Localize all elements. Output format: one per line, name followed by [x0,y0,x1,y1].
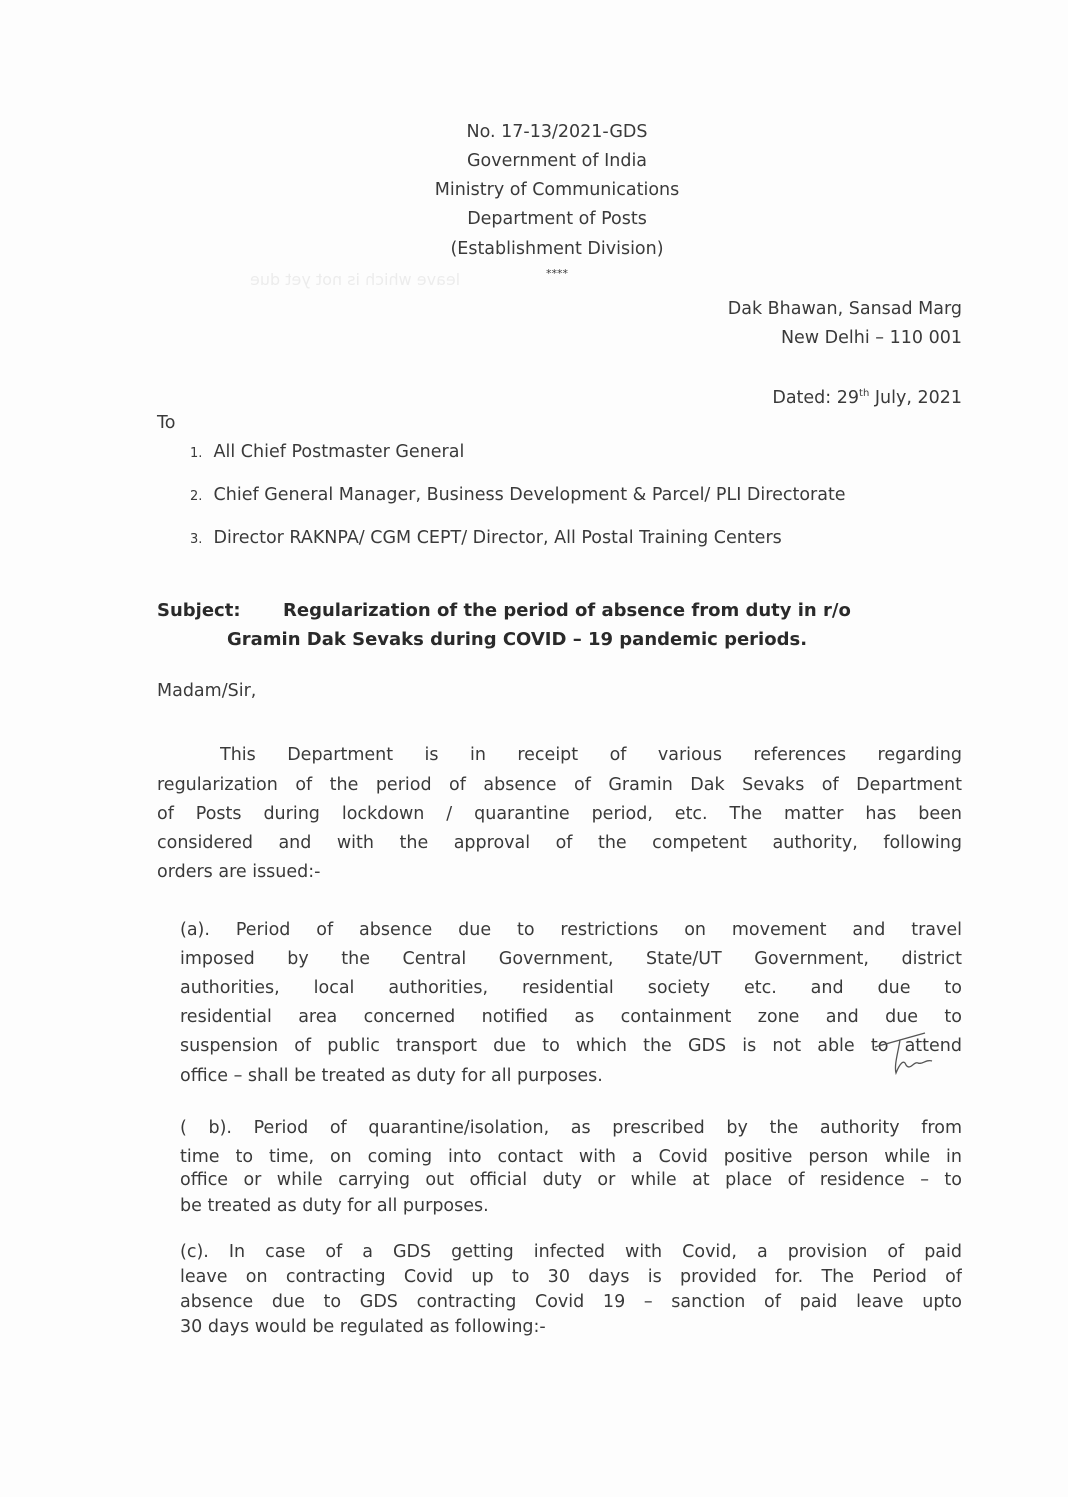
paragraph-line: considered and with the approval of the competent authority, following [157,833,962,853]
recipient-3 [190,527,782,551]
subject-line-2: Gramin Dak Sevaks during COVID – 19 pandemic periods. [227,629,808,650]
header-line-government: Government of India [466,151,648,171]
address-line-2: New Delhi – 110 001 [780,328,962,348]
paragraph-line: be treated as duty for all purposes. [180,1196,489,1216]
address-line-1: Dak Bhawan, Sansad Marg [727,299,962,319]
paragraph-line: authorities, local authorities, residential society etc. and due to [180,978,962,998]
recipient-1 [190,441,464,465]
paragraph-line: (c). In case of a GDS getting infected with Covid, a provision of paid [180,1242,962,1262]
recipient-text: All Chief Postmaster General [213,442,465,462]
recipient-number: 1. [190,446,203,461]
paragraph-line: regularization of the period of absence of Gramin Dak Sevaks of Department [157,775,962,795]
signature [870,1025,960,1085]
paragraph-line: orders are issued:- [157,862,321,882]
paragraph-line: office or while carrying out official duty or while at place of residence – to [180,1170,962,1190]
header-line-ministry: Ministry of Communications [434,180,680,200]
paragraph-line: ( b). Period of quarantine/isolation, as prescribed by the authority from [180,1118,962,1138]
recipient-text: Director RAKNPA/ CGM CEPT/ Director, All Postal Training Centers [213,528,782,548]
date-sup: th [859,388,870,399]
date-prefix: Dated: 29 [772,387,860,408]
subject-label: Subject: [157,600,241,621]
header-line-department: Department of Posts [467,209,647,229]
paragraph-line: This Department is in receipt of various references regarding [220,745,962,765]
recipient-number: 3. [190,532,203,547]
date-suffix: July, 2021 [869,387,962,408]
subject-line-1: Regularization of the period of absence from duty in r/o [283,600,851,621]
paragraph-line: time to time, on coming into contact with a Covid positive person while in [180,1147,962,1167]
paragraph-line: 30 days would be regulated as following:- [180,1317,546,1337]
bleed-through-text: leave which is not yet due [250,270,461,289]
date [772,383,962,409]
paragraph-line: leave on contracting Covid up to 30 days is provided for. The Period of [180,1267,962,1287]
paragraph-line: residential area concerned notified as containment zone and due to [180,1007,962,1027]
paragraph-line: office – shall be treated as duty for all purposes. [180,1066,603,1086]
header-stars: **** [546,267,568,280]
paragraph-line: absence due to GDS contracting Covid 19 – sanction of paid leave upto [180,1292,962,1312]
salutation: Madam/Sir, [157,681,257,701]
recipient-text: Chief General Manager, Business Development & Parcel/ PLI Directorate [213,485,846,505]
paragraph-line: of Posts during lockdown / quarantine period, etc. The matter has been [157,804,962,824]
paragraph-line: imposed by the Central Government, State/UT Government, district [180,949,962,969]
recipient-2 [190,484,846,508]
reference-number: No. 17-13/2021-GDS [466,122,648,142]
header-line-division: (Establishment Division) [450,239,664,259]
to-label: To [157,413,176,433]
paragraph-line: suspension of public transport due to which the GDS is not able to attend [180,1036,962,1056]
recipient-number: 2. [190,489,203,504]
paragraph-line: (a). Period of absence due to restrictions on movement and travel [180,920,962,940]
